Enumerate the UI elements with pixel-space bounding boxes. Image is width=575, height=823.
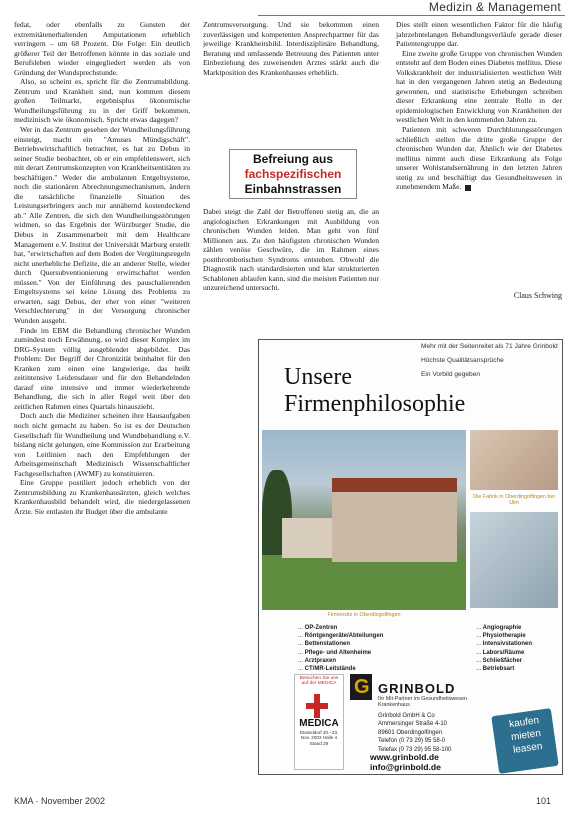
list-item: ... Betriebsart xyxy=(476,665,560,673)
paragraph: Also, so scheint es, spricht für die Zentrumsbildung. Zentrum und Krankheit sind, nun kommen diesem großen Teilmarkt, ergebnisplus ökonomische Wundheilungsführung zu in der Griff bekommen, medizinisch wie ökonomisch. Spricht etwas dagegen? xyxy=(14,77,190,125)
paragraph: Finde im EBM die Behandlung chronischer Wunden zumindest noch Erwähnung, so wird dieser Komplex im DRG-System völlig ausgeblendet abgebildet. Das Problem: Der Begriff der Chronizität beinhaltet für den Kranken zum einen eine langwierige, das heißt zeitintensive Leidensdauer und für den Behandelnden darauf eine intensive und immer wiederkehrende Behandlung, die sich in aller Regel weit über den zeitlichen Rahmen eines Quartals hinauszieht. xyxy=(14,325,190,411)
article-column-3 xyxy=(396,20,562,268)
building-photo xyxy=(262,430,466,610)
photo-caption-small: Die Fabrik in Oberdingolfingen bei Ulm xyxy=(473,494,555,506)
list-item: ... Angiographie xyxy=(476,624,560,632)
address-line: 89601 Oberdingolfingen xyxy=(378,729,443,736)
grinbold-logo-letter: G xyxy=(354,676,370,698)
medica-dates: Düsseldorf 20.–23. Nov. 2002 Halle 4 Stand 29 xyxy=(299,730,339,746)
address-line: Telefon (0 73 29) 95 58-0 xyxy=(378,738,446,745)
email-link[interactable]: info@grinbold.de xyxy=(370,762,441,772)
ad-quote: Ein Vorbild gegeben xyxy=(421,371,481,378)
sticker-line: leasen xyxy=(512,740,544,756)
product-list-left xyxy=(298,624,408,673)
list-item: ... Schließfächer xyxy=(476,657,560,665)
company-address xyxy=(378,712,468,754)
list-item: ... Bettenstationen xyxy=(298,640,408,648)
list-item: ... CT/MR-Leitstände xyxy=(298,665,408,673)
pull-quote xyxy=(229,149,357,199)
medica-logo-text: MEDICA xyxy=(299,718,339,729)
list-item: ... Arztpraxen xyxy=(298,657,408,665)
article-column-1 xyxy=(14,20,190,776)
list-item: ... OP-Zentren xyxy=(298,624,408,632)
building-shape xyxy=(332,478,457,562)
paragraph: Eine zweite große Gruppe von chronischen Wunden entsteht auf dem Boden eines Diabetes mellitus. Diese Volkskrankheit der industrialisierten westlichen Welt hat in den vergangenen Jahren stetig an Bedeutung gewonnen, und statistische Erhebungen schreiben dieser Erkrankung eine zentrale Rolle in der epidemiologischen Entwicklung von Krankheiten der westlichen Welt in den kommenden Jahren zu. xyxy=(396,48,562,125)
medica-invite: Besuchen Sie uns auf der MEDICA xyxy=(299,676,339,687)
paragraph: Zentrumsversorgung. Und sie bekommen einen zuverlässigen und kompetenten Ansprechpartner für das jeweilige Krankheitsbild. Interdisziplinäre Behandlung, Beratung und umfassende Betreuung des Patienten unter Einbeziehung des zuweisenden Arztes stärkt auch die Marktposition des Krankenhauses erheblich. xyxy=(203,20,379,77)
article-column-2-continued xyxy=(203,207,379,325)
website-link[interactable]: www.grinbold.de xyxy=(370,752,439,762)
page-number: 101 xyxy=(536,796,552,806)
pull-quote-line-2: fachspezifischen xyxy=(244,167,342,181)
product-list-right xyxy=(476,624,560,673)
ad-quotes xyxy=(421,342,559,384)
ad-quote: Höchste Qualitätsansprüche xyxy=(421,357,504,364)
medical-cross-icon xyxy=(306,694,328,718)
list-item: ... Labors/Räume xyxy=(476,649,560,657)
list-item: ... Physiotherapie xyxy=(476,632,560,640)
list-item: ... Pflege- und Altenheime xyxy=(298,649,408,657)
paragraph-text: Patienten mit schweren Durchblutungsstörungen schließlich stellen die dritte große Gruppe der chronischen Wunden dar. Ähnlich wie der Diabetes mellitus nimmt auch diese Erkrankung als Folge unserer Wohlstandsernährung in den letzten Jahren stetig zu und beschäftigt das Gesundheitswesen in zunehmendem Maße. xyxy=(396,125,562,192)
company-name: GRINBOLD xyxy=(378,681,456,696)
article-column-2 xyxy=(203,20,379,124)
sticker-line: mieten xyxy=(510,727,542,744)
paragraph: Dies stellt einen wesentlichen Faktor für die häufig jahrzehntelangen Behandlungsverläufe gerade dieser Patientengruppe dar. xyxy=(396,20,562,49)
sticker-line: kaufen xyxy=(508,715,540,731)
sticker-text xyxy=(498,713,555,759)
interior-photo-1 xyxy=(470,430,558,490)
ad-headline-line-2: Firmenphilosophie xyxy=(284,391,466,417)
paragraph: Dabei steigt die Zahl der Betroffenen stetig an, die an angiologischen Erkrankungen mit Ausbildung von chronischen Wunden leiden. Man geht von fünf Millionen aus. Zu den häufigsten chronischen Wunden zählen venöse Geschwüre, die im Rahmen eines postthrombotischen Syndroms entstehen. Obwohl die Diagnostik nach standardisierten und klar strukturierten Schablonen ablaufen kann, sind die meisten Patienten nur unzureichend untersucht. xyxy=(203,207,379,293)
address-line: Telefax (0 73 29) 95 58-100 xyxy=(378,746,452,753)
interior-photo-2 xyxy=(470,512,558,608)
lawn-shape xyxy=(262,555,466,610)
ad-headline-line-1: Unsere xyxy=(284,364,352,390)
section-title: Medizin & Management xyxy=(428,0,561,14)
paragraph: Doch auch die Mediziner scheinen ihre Hausaufgaben noch nicht gemacht zu haben. So ist es der Deutschen Gesellschaft für Wundheilung und Wundbehandlung e.V. bislang nicht gelungen, eine Kommission zur Erarbeitung von Leitlinien nach den Empfehlungen der Arbeitsgemeinschaft Medizinisch Wissenschaftlicher Fachgesellschaften (AWMF) zu konstituieren. xyxy=(14,411,190,478)
paragraph: Wer in das Zentrum gesehen der Wundheilungsführung einsteigt, macht ein "Amuses Mündigschäft". Betriebswirtschaftlich betrachtet, es hat zu Debus in seiner Studie beobachtet, ob er ein empfehlenswert, sich mit derart Zentrumskonzepten von Krankheitsentitäten zu beschäftigen." Weder die ambulanten Entgeltsysteme, noch die stationären Abrechnungsmechanismen, ändern die tatsächliche finanzielle Situation des Leistungserbringers auch nur annähernd kostendeckend ab." Alle Zentren, die sich den Wundheilungsstörungen widmen, so das Ergebnis der Würzburger Studie, die Debus in Zusammenarbeit mit dem Healthcare Management e.V. Institut der Universität Marburg erstellt hat, "erwirtschaften auf dem Boden der Vergütungsregeln nicht unerhebliche Defizite, die an anderer Stelle, wieder durch Quersubventionierung erwirtschaftet werden müssen." Von der Einführung des pauschalierenden Entgeltsystems sei keine Lösung des Problems zu erwarten, sagt Debus, der eher von einer "weiteren Verschlechterung" in der Versorgung chronischer Wunden ausgeht. xyxy=(14,125,190,325)
list-item: ... Intensivstationen xyxy=(476,640,560,648)
pull-quote-line-3: Einbahnstrassen xyxy=(244,182,342,196)
list-item: ... Röntgengeräte/Abteilungen xyxy=(298,632,408,640)
pull-quote-line-1: Befreiung aus xyxy=(252,152,333,166)
address-line: Ammersinger Straße 4-10 xyxy=(378,721,448,728)
header-rule xyxy=(258,15,565,16)
ad-quote: Mehr mit der Seitenreitet als 71 Jahre Grinbold xyxy=(421,343,558,350)
footer-publication: KMA · November 2002 xyxy=(14,796,106,806)
company-tagline: Ihr Mit-Partner im Gesundheitswesen Krankenhaus xyxy=(378,696,467,709)
company-contact xyxy=(370,752,490,772)
end-mark-icon xyxy=(465,185,471,191)
author-byline: Claus Schwing xyxy=(513,291,562,300)
photo-caption-main: Firmensitz in Oberdingolfingen xyxy=(327,612,401,618)
paragraph: Eine Gruppe postiliert jedoch erheblich von der Zentrumsbildung zu Krankenhausärzten, gleich welches Krankenhausbild behandelt wird, die niedergelassenen Ärzte. Sie entlasten ihr Budget über die ambulante xyxy=(14,478,190,516)
paragraph: fedat, oder ebenfalls zu Gunsten der extremitätenerhaltenden Amputationen erheblich verringern – um 68 Prozent. Die Folge: Ein deutlich größerer Teil der Betroffenen könnte in das soziale und Berufsleben wieder eingegliedert werden als von Gründung der Wundsprechstunde. xyxy=(14,20,190,77)
address-line: Grinbold GmbH & Co xyxy=(378,713,435,719)
paragraph xyxy=(396,125,562,192)
